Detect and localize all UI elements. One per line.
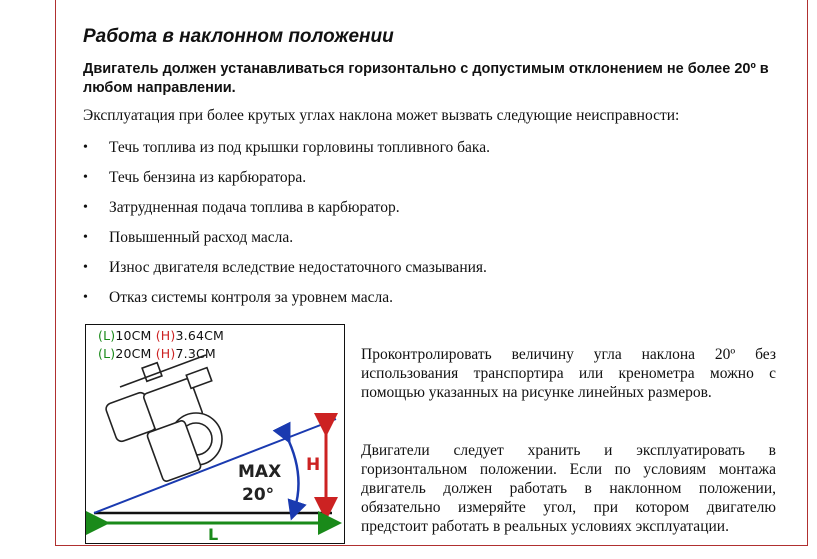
height-value: 3.64CM — [175, 328, 225, 343]
list-item-text: Повышенный расход масла. — [109, 229, 294, 246]
list-item-text: Отказ системы контроля за уровнем масла. — [109, 289, 393, 306]
height-label: H — [306, 455, 321, 475]
length-value: 10CM — [115, 328, 152, 343]
list-item — [83, 193, 490, 223]
requirement-text: Двигатель должен устанавливаться горизонтально с допустимым отклонением не более 20º в любом направлении. — [83, 61, 769, 96]
height-tag: (H) — [155, 328, 176, 343]
list-item-text: Затрудненная подача топлива в карбюратор. — [109, 199, 400, 216]
measurement-paragraph: Проконтролировать величину угла наклона 20º без использования транспортира или кренометра можно с помощью указанных на рисунке линейных размеров. — [361, 346, 776, 401]
list-item-text: Износ двигателя вследствие недостаточного смазывания. — [109, 259, 487, 276]
faults-list — [83, 133, 490, 313]
list-item-text: Течь топлива из под крышки горловины топливного бака. — [109, 139, 490, 156]
length-value: 20CM — [115, 346, 152, 361]
angle-arc — [286, 435, 299, 511]
length-tag: (L) — [98, 346, 116, 361]
bullet-icon: • — [83, 170, 88, 185]
list-item — [83, 133, 490, 163]
list-item-text: Течь бензина из карбюратора. — [109, 169, 307, 186]
list-item — [83, 253, 490, 283]
storage-paragraph: Двигатели следует хранить и эксплуатировать в горизонтальном положении. Если по условиям монтажа двигатель должен работать в наклонном положении, обязательно измеряйте угол, при котором двигателю предстоит работать в реальных условиях эксплуатации. — [361, 442, 776, 535]
bullet-icon: • — [83, 230, 88, 245]
height-value: 7.3CM — [175, 346, 216, 361]
list-item — [83, 163, 490, 193]
tilt-diagram — [85, 324, 345, 544]
height-tag: (H) — [155, 346, 176, 361]
bullet-icon: • — [83, 140, 88, 155]
bullet-icon: • — [83, 290, 88, 305]
list-item — [83, 223, 490, 253]
page-title: Работа в наклонном положении — [83, 26, 394, 47]
engine-icon — [104, 355, 222, 482]
max-label: MAX — [238, 462, 282, 482]
list-item — [83, 283, 490, 313]
length-label: L — [208, 525, 219, 543]
intro-text: Эксплуатация при более крутых углах наклона может вызвать следующие неисправности: — [83, 107, 680, 124]
diagram-graphic — [86, 325, 344, 543]
bullet-icon: • — [83, 260, 88, 275]
angle-label: 20° — [242, 485, 275, 505]
length-tag: (L) — [98, 328, 116, 343]
bullet-icon: • — [83, 200, 88, 215]
